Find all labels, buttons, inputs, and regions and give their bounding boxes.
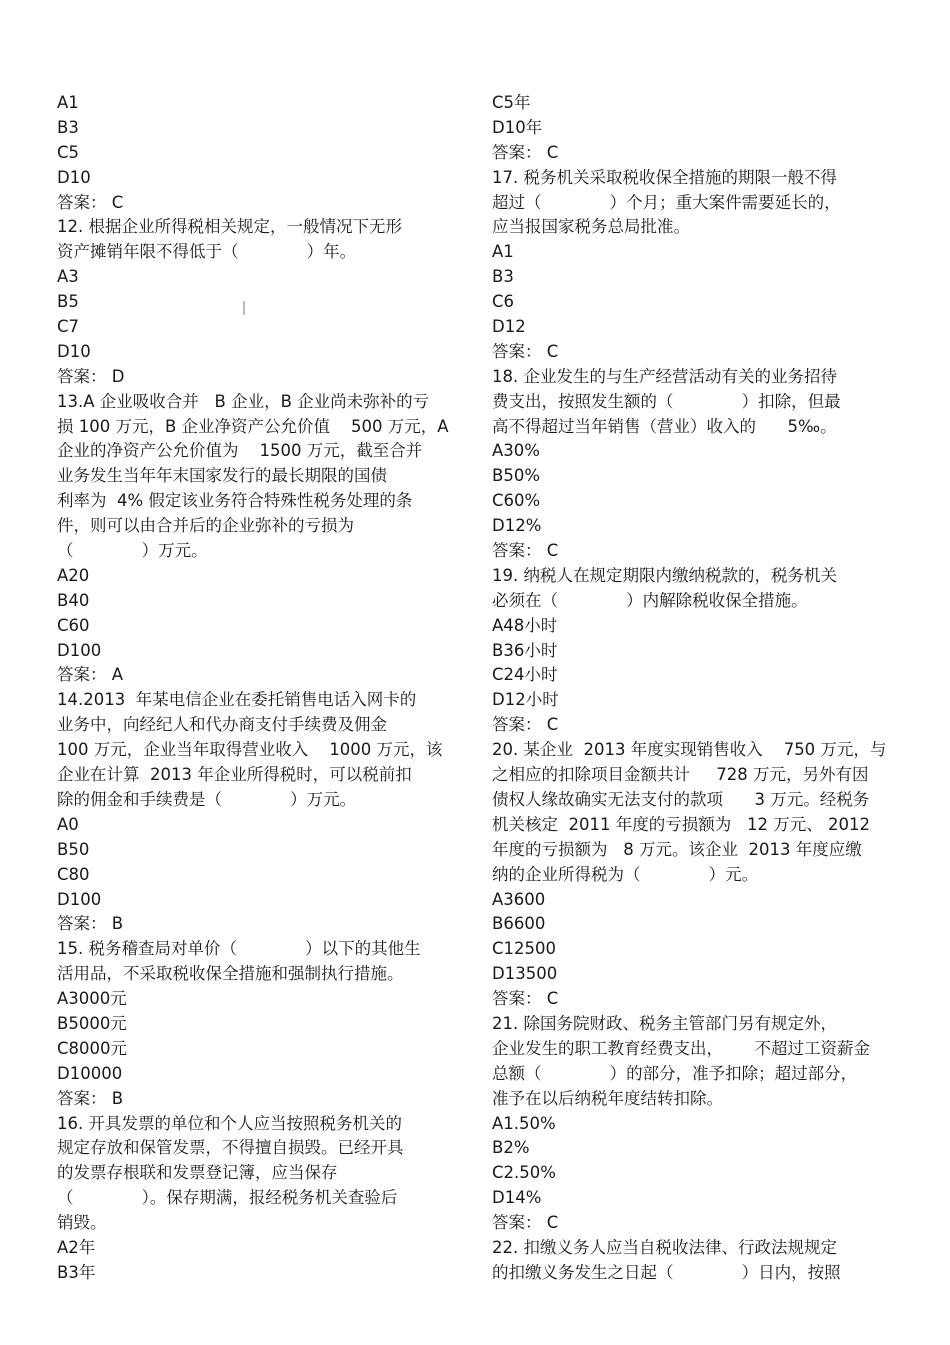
text-line: D10年 — [492, 117, 543, 137]
text-line: 年度的亏损额为 8 万元。该企业 2013 年度应缴 — [492, 839, 862, 859]
text-line: D12 — [492, 317, 526, 337]
text-line: 15. 税务稽查局对单价（ ）以下的其他生 — [57, 939, 421, 959]
text-line: 答案： B — [57, 1088, 124, 1108]
text-line: B5 — [57, 292, 79, 312]
text-line: A3600 — [492, 889, 546, 909]
text-line: 13.A 企业吸收合并 B 企业，B 企业尚未弥补的亏 — [57, 391, 430, 411]
text-line: 答案： D — [57, 366, 125, 386]
text-line: 超过（ ）个月；重大案件需要延长的， — [492, 192, 841, 212]
text-line: A20 — [57, 565, 90, 585]
text-line: 答案： C — [492, 715, 559, 735]
text-line: 高不得超过当年销售（营业）收入的 5‰。 — [492, 416, 837, 436]
text-line: 损 100 万元，B 企业净资产公允价值 500 万元，A — [57, 416, 449, 436]
text-line: 答案： A — [57, 665, 124, 685]
text-line: 必须在（ ）内解除税收保全措施。 — [492, 590, 808, 610]
text-line: 企业在计算 2013 年企业所得税时，可以税前扣 — [57, 765, 412, 785]
text-line: C2.50% — [492, 1163, 556, 1183]
text-line: 20. 某企业 2013 年度实现销售收入 750 万元，与 — [492, 740, 887, 760]
text-line: 18. 企业发生的与生产经营活动有关的业务招待 — [492, 366, 837, 386]
text-line: C12500 — [492, 939, 557, 959]
text-line: 企业的净资产公允价值为 1500 万元，截至合并 — [57, 441, 423, 461]
text-line: B3 — [492, 267, 514, 287]
text-line: B50% — [492, 466, 540, 486]
text-line: 22. 扣缴义务人应当自税收法律、行政法规规定 — [492, 1237, 837, 1257]
text-line: 答案： C — [492, 1213, 559, 1233]
text-line: 答案： C — [492, 989, 559, 1009]
text-line: 费支出，按照发生额的（ ）扣除，但最 — [492, 391, 841, 411]
text-line: （ ）万元。 — [57, 541, 208, 561]
text-line: A1.50% — [492, 1113, 556, 1133]
text-line: 除的佣金和手续费是（ ）万元。 — [57, 789, 357, 809]
text-line: D13500 — [492, 964, 558, 984]
text-line: C24小时 — [492, 665, 558, 685]
text-line: 之相应的扣除项目金额共计 728 万元，另外有因 — [492, 765, 869, 785]
text-line: A2年 — [57, 1237, 96, 1257]
text-line: D12% — [492, 516, 542, 536]
text-line: 债权人缘故确实无法支付的款项 3 万元。经税务 — [492, 789, 870, 809]
text-line: B40 — [57, 590, 90, 610]
text-line: D10 — [57, 341, 91, 361]
text-line: 业务中，向经纪人和代办商支付手续费及佣金 — [57, 715, 387, 735]
text-line: C6 — [492, 292, 515, 312]
text-line: C80 — [57, 864, 90, 884]
text-line: B6600 — [492, 914, 546, 934]
text-line: 件，则可以由合并后的企业弥补的亏损为 — [57, 516, 354, 536]
text-line: C5 — [57, 142, 80, 162]
text-line: 答案： B — [57, 914, 124, 934]
text-line: A3 — [57, 267, 79, 287]
text-line: 14.2013 年某电信企业在委托销售电话入网卡的 — [57, 690, 417, 710]
text-line: 机关核定 2011 年度的亏损额为 12 万元、 2012 — [492, 814, 870, 834]
text-line: 16. 开具发票的单位和个人应当按照税务机关的 — [57, 1113, 402, 1133]
text-line: C7 — [57, 317, 80, 337]
text-line: D14% — [492, 1188, 542, 1208]
text-line: B50 — [57, 839, 90, 859]
text-line: 21. 除国务院财政、税务主管部门另有规定外， — [492, 1013, 837, 1033]
text-line: B5000元 — [57, 1013, 127, 1033]
text-line: C60% — [492, 491, 541, 511]
text-line: A1 — [492, 242, 514, 262]
scan-mark — [243, 301, 245, 315]
text-line: D12小时 — [492, 690, 559, 710]
text-line: A3000元 — [57, 989, 127, 1009]
text-line: 利率为 4% 假定该业务符合特殊性税务处理的条 — [57, 491, 413, 511]
text-line: D10000 — [57, 1063, 123, 1083]
text-line: 100 万元，企业当年取得营业收入 1000 万元，该 — [57, 740, 443, 760]
text-line: 17. 税务机关采取税收保全措施的期限一般不得 — [492, 167, 837, 187]
text-line: 活用品，不采取税收保全措施和强制执行措施。 — [57, 964, 404, 984]
right-column — [492, 91, 897, 1286]
text-line: C60 — [57, 615, 90, 635]
text-line: 答案： C — [492, 142, 559, 162]
text-line: B36小时 — [492, 640, 558, 660]
text-line: 答案： C — [492, 541, 559, 561]
text-line: B2% — [492, 1138, 530, 1158]
text-line: 的扣缴义务发生之日起（ ）日内，按照 — [492, 1262, 841, 1282]
text-line: 业务发生当年年末国家发行的最长期限的国债 — [57, 466, 387, 486]
text-line: 12. 根据企业所得税相关规定，一般情况下无形 — [57, 217, 402, 237]
text-line: 纳的企业所得税为（ ）元。 — [492, 864, 759, 884]
text-line: A1 — [57, 93, 79, 112]
text-line: B3 — [57, 117, 79, 137]
text-line: A0 — [57, 814, 79, 834]
text-line: 应当报国家税务总局批准。 — [492, 217, 690, 237]
text-line: 19. 纳税人在规定期限内缴纳税款的，税务机关 — [492, 565, 837, 585]
text-line: D10 — [57, 167, 91, 187]
text-line: 资产摊销年限不得低于（ ）年。 — [57, 242, 357, 262]
text-line: 销毁。 — [57, 1213, 107, 1233]
text-line: 准予在以后纳税年度结转扣除。 — [492, 1088, 723, 1108]
text-line: 规定存放和保管发票，不得擅自损毁。已经开具 — [57, 1138, 404, 1158]
text-line: D100 — [57, 640, 102, 660]
text-line: （ ）。保存期满，报经税务机关查验后 — [57, 1188, 398, 1208]
text-line: 答案： C — [57, 192, 124, 212]
text-line: 总额（ ）的部分，准予扣除；超过部分， — [492, 1063, 858, 1083]
text-line: D100 — [57, 889, 102, 909]
text-line: 答案： C — [492, 341, 559, 361]
text-line: A30% — [492, 441, 540, 461]
text-line: A48小时 — [492, 615, 558, 635]
text-line: 企业发生的职工教育经费支出， 不超过工资薪金 — [492, 1038, 870, 1058]
text-line: 的发票存根联和发票登记簿，应当保存 — [57, 1163, 338, 1183]
left-column — [57, 91, 467, 1286]
text-line: B3年 — [57, 1262, 96, 1282]
text-line: C8000元 — [57, 1038, 128, 1058]
text-line: C5年 — [492, 93, 531, 112]
